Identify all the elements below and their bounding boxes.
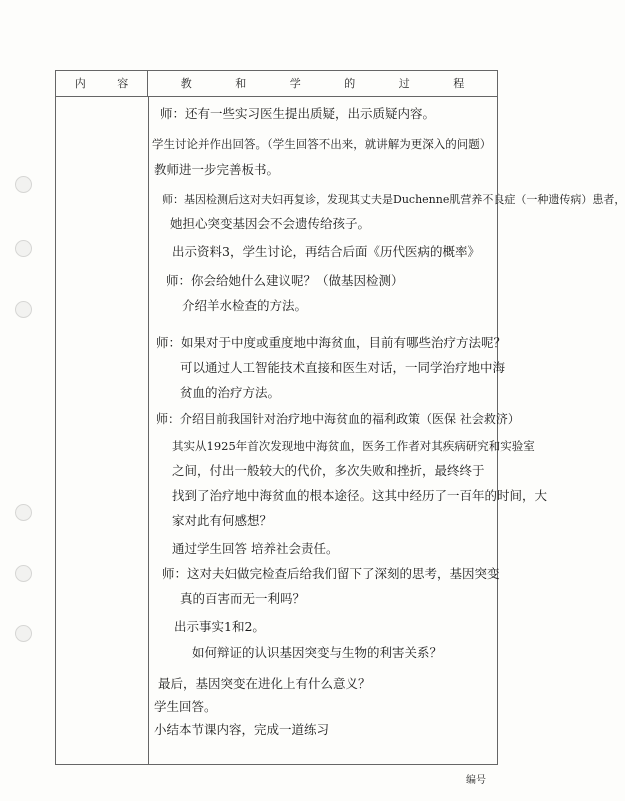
- handwritten-line: 师：你会给她什么建议呢？（做基因检测）: [166, 273, 404, 288]
- handwritten-line: 师：基因检测后这对夫妇再复诊，发现其丈夫是Duchenne肌营养不良症（一种遗传病）患者，: [162, 193, 625, 206]
- page-number-label: 编号: [466, 775, 486, 786]
- binder-hole-6: [15, 625, 32, 642]
- handwritten-line: 师：如果对于中度或重度地中海贫血，目前有哪些治疗方法呢？: [156, 335, 507, 350]
- handwritten-line: 出示资料3，学生讨论，再结合后面《历代医病的概率》: [172, 244, 480, 259]
- handwritten-line: 家对此有何感想？: [172, 513, 273, 528]
- handwritten-line: 如何辩证的认识基因突变与生物的利害关系？: [192, 645, 443, 660]
- binder-hole-5: [15, 565, 32, 582]
- handwritten-line: 教师进一步完善板书。: [154, 162, 280, 177]
- process-column: [148, 97, 625, 764]
- binder-hole-1: [15, 176, 32, 193]
- handwritten-line: 真的百害而无一利吗？: [180, 591, 306, 606]
- handwritten-line: 贫血的治疗方法。: [180, 385, 281, 400]
- handwritten-line: 可以通过人工智能技术直接和医生对话，一同学治疗地中海: [180, 360, 506, 375]
- binder-hole-2: [15, 240, 32, 257]
- column-header-content: 内 容: [56, 71, 148, 97]
- handwritten-line: 之间，付出一般较大的代价，多次失败和挫折，最终终于: [172, 463, 485, 478]
- handwritten-line: 出示事实1和2。: [174, 619, 265, 634]
- lesson-plan-table: [55, 70, 625, 765]
- handwritten-line: 师：还有一些实习医生提出质疑，出示质疑内容。: [160, 106, 436, 121]
- table-header-row: [56, 71, 497, 97]
- binder-hole-4: [15, 504, 32, 521]
- handwritten-line: 师：这对夫妇做完检查后给我们留下了深刻的思考，基因突变: [162, 566, 500, 581]
- handwritten-line: 介绍羊水检查的方法。: [182, 298, 308, 313]
- handwritten-line: 其实从1925年首次发现地中海贫血，医务工作者对其疾病研究和实验室: [172, 439, 535, 453]
- handwritten-line: 小结本节课内容，完成一道练习: [154, 722, 330, 737]
- handwritten-line: 找到了治疗地中海贫血的根本途径。这其中经历了一百年的时间，大: [172, 488, 548, 503]
- handwritten-line: 学生回答。: [154, 699, 217, 714]
- handwritten-line: 最后，基因突变在进化上有什么意义？: [158, 676, 371, 691]
- handwritten-line: 学生讨论并作出回答。（学生回答不出来，就讲解为更深入的问题）: [152, 137, 492, 151]
- binder-hole-3: [15, 301, 32, 318]
- column-header-process: 教 和 学 的 过 程: [180, 77, 485, 90]
- handwritten-line: 她担心突变基因会不会遗传给孩子。: [170, 216, 371, 231]
- handwritten-line: 通过学生回答 培养社会责任。: [172, 541, 339, 556]
- handwritten-line: 师：介绍目前我国针对治疗地中海贫血的福利政策（医保 社会救济）: [156, 412, 520, 426]
